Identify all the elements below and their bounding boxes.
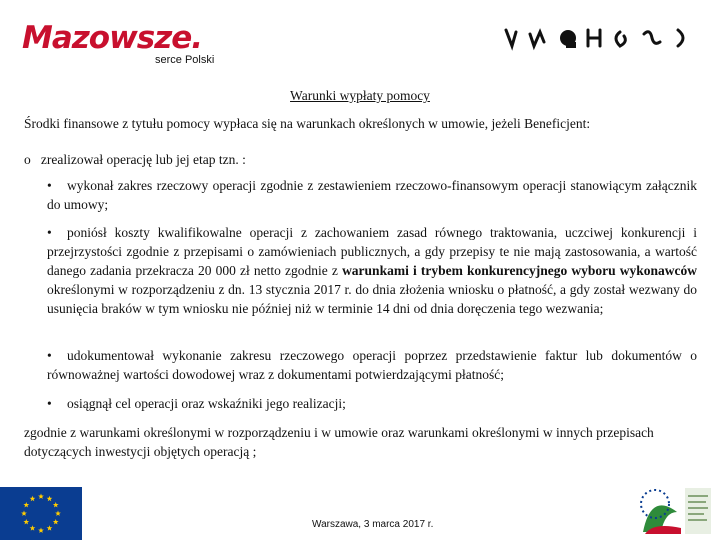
condition-marker: o [24, 152, 31, 167]
leader-glyph [678, 30, 683, 46]
mazowsze-logo [22, 22, 232, 68]
bullet-item [47, 176, 697, 214]
rural-development-logo [585, 482, 715, 540]
bullet-marker: • [47, 348, 52, 363]
closing-paragraph: zgodnie z warunkami określonymi w rozporządzeniu i w umowie oraz warunkami określonymi w innych przepisach dotyczących inwestycji objętych operacją ; [24, 425, 654, 459]
mazowsze-logo-wordmark: Mazowsze. [22, 20, 203, 56]
bullet-text-continued: określonymi w rozporządzeniu z dn. 13 stycznia 2017 r. do dnia złożenia wniosku o płatność, a gdy został wezwany do usunięcia braków w tym wniosku nie później niż w terminie 14 dni od dnia doręczenia tego wezwania; [47, 282, 697, 316]
bullet-item [47, 394, 697, 413]
leader-glyph [616, 32, 625, 46]
bullet-text: osiągnął cel operacji oraz wskaźniki jego realizacji; [67, 396, 346, 411]
leader-glyph [506, 30, 516, 46]
bullet-marker: • [47, 178, 52, 193]
bullet-text: udokumentował wykonanie zakresu rzeczowego operacji poprzez przedstawienie faktur lub dokumentów o równoważnej wartości dowodowej wraz z dokumentami potwierdzającymi płatność; [47, 348, 697, 382]
rural-logo-emblem [641, 490, 681, 534]
rural-logo-textblock [685, 488, 711, 534]
bullet-text: wykonał zakres rzeczowy operacji zgodnie z zestawieniem rzeczowo-finansowym operacji stanowiącym załącznik do umowy; [47, 178, 697, 212]
bullet-text-bold: warunkami i trybem konkurencyjnego wyboru wykonawców [342, 263, 698, 278]
leader-glyph [530, 32, 544, 46]
leader-glyph [644, 32, 660, 44]
leader-logo [500, 24, 700, 52]
condition-text: zrealizował operację lub jej etap tzn. : [40, 152, 246, 167]
document-title: Warunki wypłaty pomocy [290, 88, 430, 103]
bullet-marker: • [47, 396, 52, 411]
bullet-item [47, 346, 697, 384]
bullet-text: poniósł koszty kwalifikowalne operacji z zachowaniem zasad równego traktowania, uczciwej konkurencji i przejrzystości zgodnie z przepisami o zamówieniach publicznych, a gdy przepisy te nie mają zastosowania, a wartość danego zadania przekracza 20 000 zł netto zgodnie z [47, 225, 697, 278]
mazowsze-logo-subtitle: serce Polski [155, 54, 215, 66]
footer-date: Warszawa, 3 marca 2017 r. [312, 519, 434, 530]
leader-glyph [588, 30, 600, 46]
bullet-marker: • [47, 225, 52, 240]
leader-dot-tail [566, 42, 576, 48]
condition-line [24, 150, 704, 169]
intro-paragraph: Środki finansowe z tytułu pomocy wypłaca się na warunkach określonych w umowie, jeżeli Beneficjent: [24, 116, 591, 131]
bullet-item [47, 223, 697, 318]
eu-flag-logo [0, 487, 82, 540]
